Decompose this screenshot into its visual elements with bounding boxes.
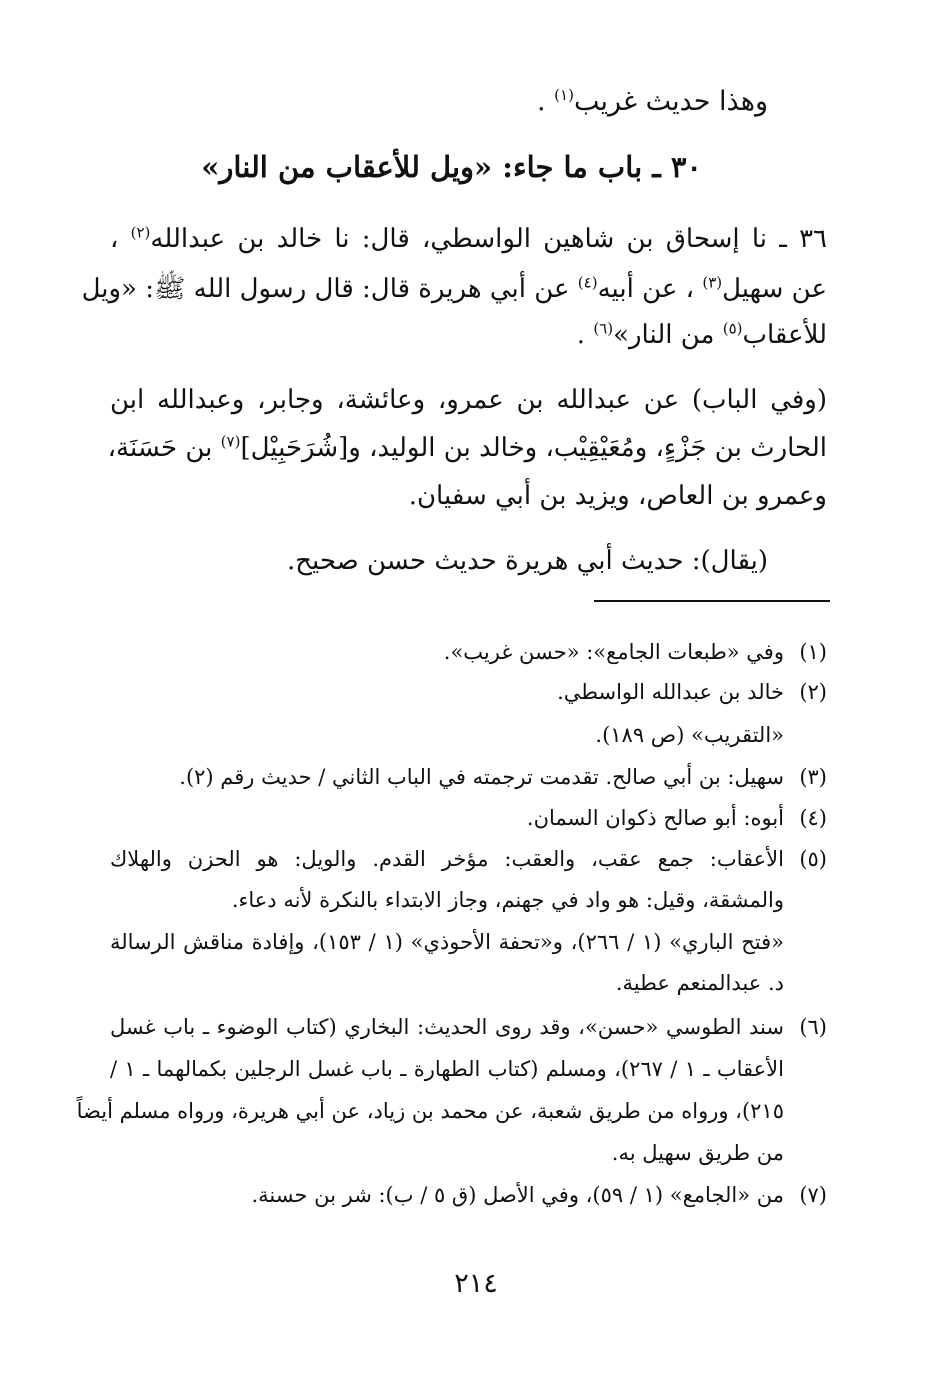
intro-line xyxy=(537,86,768,117)
hadith-text: . xyxy=(576,320,594,350)
bab-text: بن حَسَنَة، xyxy=(107,433,221,463)
footnote-5-line-1: الأعقاب: جمع عقب، والعقب: مؤخر القدم. والويل: هو الحزن والهلاك xyxy=(110,847,784,871)
footnote-2: خالد بن عبدالله الواسطي. xyxy=(557,680,784,704)
footnote-2-number: (٢) xyxy=(799,680,827,704)
hadith-line-1 xyxy=(110,224,827,254)
footnote-7-number: (٧) xyxy=(799,1183,827,1207)
footnote-marker: (٧) xyxy=(220,432,241,451)
footnote-6-line-1: سند الطوسي «حسن»، وقد روى الحديث: البخاري (كتاب الوضوء ـ باب غسل xyxy=(110,1015,784,1039)
yuqal-line: (يقال): حديث أبي هريرة حديث حسن صحيح. xyxy=(286,546,768,576)
footnote-marker: (٣) xyxy=(702,273,723,292)
intro-end: . xyxy=(536,86,555,117)
bab-line-3: وعمرو بن العاص، ويزيد بن أبي سفيان. xyxy=(408,481,827,511)
footnote-6-line-4: من طريق سهيل به. xyxy=(611,1141,784,1165)
footnote-marker: (٥) xyxy=(722,319,743,338)
hadith-line-3 xyxy=(577,320,827,350)
chapter-heading: ٣٠ ـ باب ما جاء: «ويل للأعقاب من النار» xyxy=(201,150,702,184)
hadith-text: ٣٦ ـ نا إسحاق بن شاهين الواسطي، قال: نا خالد بن عبدالله xyxy=(150,224,827,254)
footnote-6-number: (٦) xyxy=(799,1015,827,1039)
hadith-line-2 xyxy=(81,272,827,310)
footnote-marker: (١) xyxy=(554,86,574,104)
hadith-text: ، xyxy=(110,224,131,254)
footnote-marker: (٢) xyxy=(130,223,151,242)
hadith-text: للأعقاب xyxy=(742,320,827,350)
footnote-3: سهيل: بن أبي صالح. تقدمت ترجمته في الباب الثاني / حديث رقم (٢). xyxy=(179,765,784,789)
bab-line-2 xyxy=(107,432,827,463)
footnote-5-line-4: د. عبدالمنعم عطية. xyxy=(615,971,784,995)
footnote-5-line-3: «فتح الباري» (١ / ٢٦٦)، و«تحفة الأحوذي» (١ / ١٥٣)، وإفادة مناقش الرسالة xyxy=(110,930,784,954)
footnote-4: أبوه: أبو صالح ذكوان السمان. xyxy=(526,806,784,830)
hadith-text: من النار» xyxy=(613,320,723,350)
hadith-text: ، عن أبيه xyxy=(597,274,703,304)
footnote-5-line-2: والمشقة، وقيل: هو واد في جهنم، وجاز الابتداء بالنكرة لأنه دعاء. xyxy=(231,888,784,912)
footnote-3-number: (٣) xyxy=(799,765,827,789)
footnote-separator xyxy=(594,600,830,602)
footnote-6-line-2: الأعقاب ـ ١ / ٢٦٧)، ومسلم (كتاب الطهارة ـ باب غسل الرجلين بكمالهما ـ ١ / xyxy=(110,1057,784,1081)
footnote-marker: (٦) xyxy=(593,319,614,338)
footnote-1: وفي «طبعات الجامع»: «حسن غريب». xyxy=(443,640,784,664)
footnote-6-line-3: ٢١٥)، ورواه من طريق شعبة، عن محمد بن زياد، عن أبي هريرة، ورواه مسلم أيضاً xyxy=(76,1099,784,1123)
intro-text: وهذا حديث غريب xyxy=(573,86,768,117)
bab-line-1: (وفي الباب) عن عبدالله بن عمرو، وعائشة، وجابر، وعبدالله ابن xyxy=(110,385,827,415)
footnote-4-number: (٤) xyxy=(799,806,827,830)
bab-text: الحارث بن جَزْءٍ، ومُعَيْقِيْب، وخالد بن الوليد، و[شُرَحَبِيْل] xyxy=(240,433,827,463)
footnote-7: من «الجامع» (١ / ٥٩)، وفي الأصل (ق ٥ / ب): شر بن حسنة. xyxy=(251,1183,784,1207)
hadith-text: عن سهيل xyxy=(722,274,827,304)
page-number: ٢١٤ xyxy=(454,1268,498,1299)
footnote-2-reference: «التقريب» (ص ١٨٩). xyxy=(595,723,784,747)
footnote-1-number: (١) xyxy=(799,640,827,664)
hadith-text: عن أبي هريرة قال: قال رسول الله ﷺ: «ويل xyxy=(81,274,578,304)
footnote-marker: (٤) xyxy=(577,273,598,292)
footnote-5-number: (٥) xyxy=(799,847,827,871)
